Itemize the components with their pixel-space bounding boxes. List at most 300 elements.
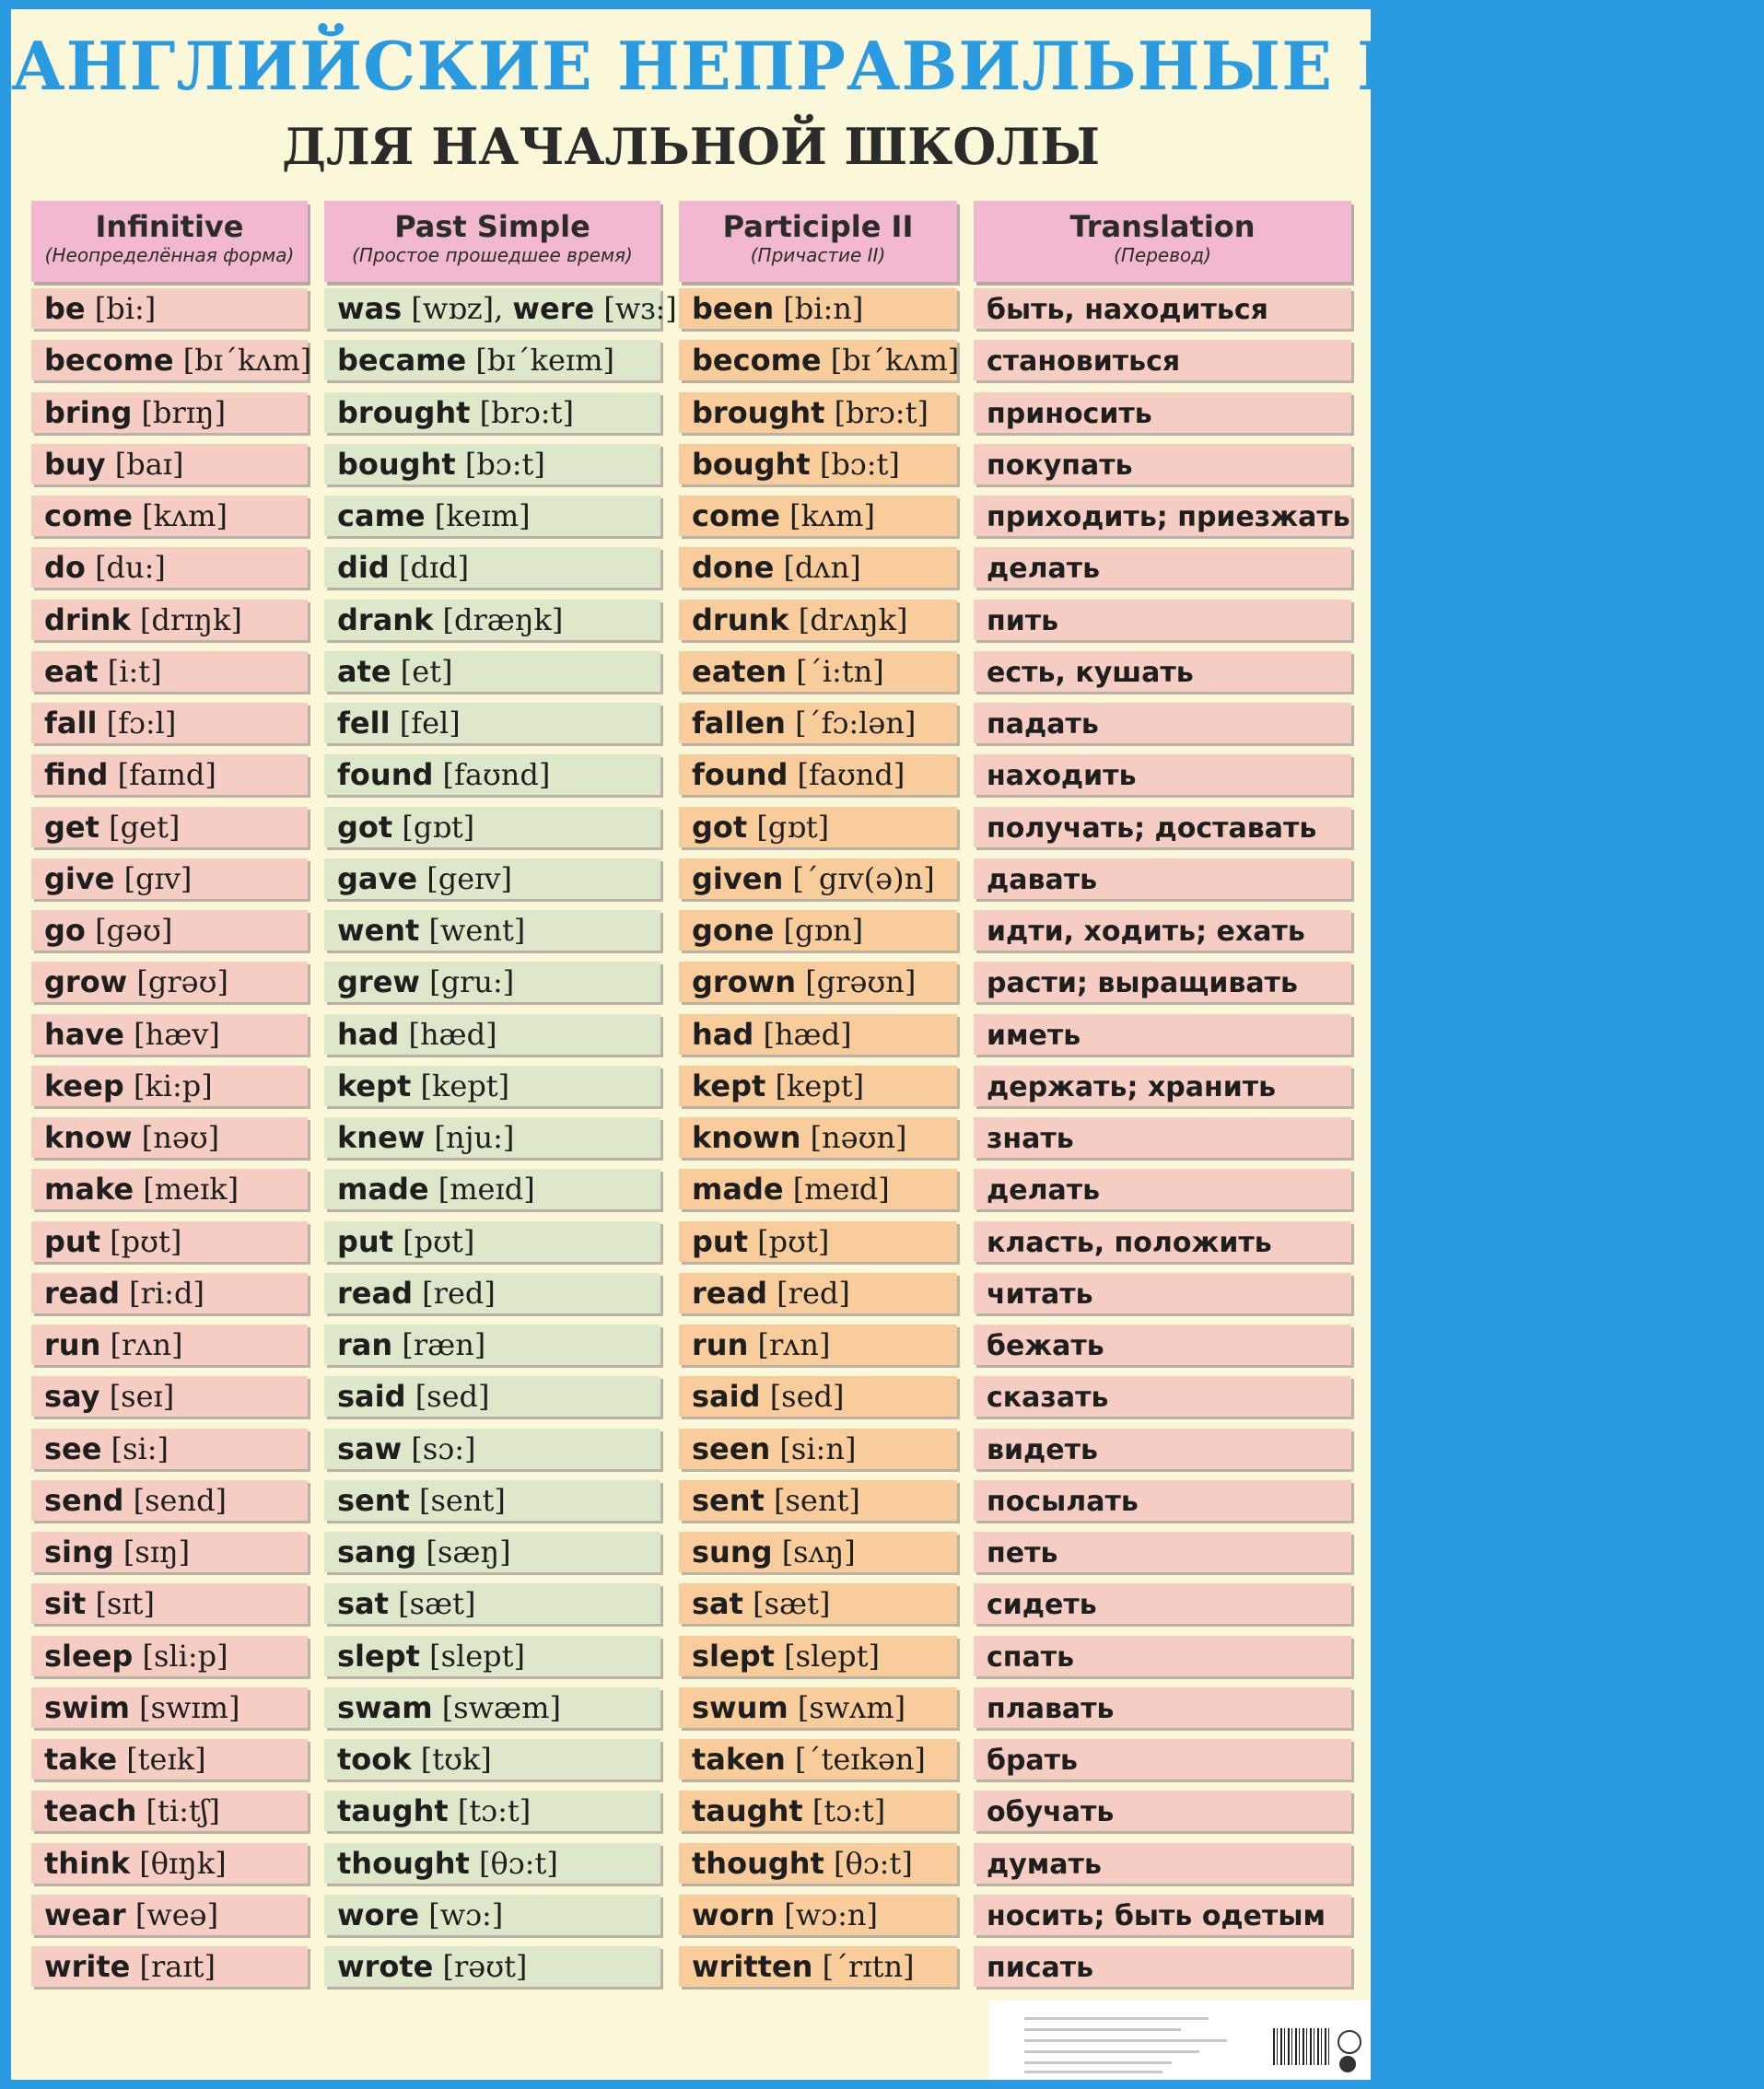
verb-word: fall (44, 706, 98, 741)
verb-word: sleep (44, 1639, 134, 1674)
infinitive-cell (31, 962, 308, 1002)
transcription: [tɔ:t] (457, 1793, 532, 1828)
infinitive-cell (31, 600, 308, 640)
verb-word: give (44, 861, 115, 896)
translation-text: находить (987, 760, 1137, 792)
translation-text: есть, кушать (987, 657, 1194, 689)
verb-word: sung (692, 1535, 773, 1570)
translation-text: держать; хранить (987, 1071, 1277, 1103)
participle-cell (679, 1843, 957, 1884)
transcription: [fɔ:l] (106, 706, 177, 741)
header-past-simple (324, 201, 660, 282)
transcription: [slept] (784, 1639, 880, 1674)
transcription: [gɒt] (756, 810, 830, 845)
verb-word: see (44, 1431, 102, 1466)
transcription: [meɪd] (792, 1172, 890, 1207)
verb-word: sat (692, 1586, 743, 1621)
translation-text: делать (987, 1174, 1101, 1207)
past-simple-cell (324, 651, 660, 692)
transcription: [ræn] (402, 1327, 486, 1362)
transcription: [brɔ:t] (479, 395, 574, 430)
translation-text: падать (987, 708, 1099, 741)
verb-word: given (692, 861, 784, 896)
infinitive-cell (31, 496, 308, 536)
infinitive-cell (31, 392, 308, 433)
verb-word: thought (337, 1846, 470, 1881)
past-simple-cell (324, 962, 660, 1002)
infinitive-cell (31, 1532, 308, 1572)
transcription: [went] (428, 913, 526, 948)
infinitive-cell (31, 1169, 308, 1209)
translation-text: носить; быть одетым (987, 1900, 1326, 1932)
transcription: [tɔ:t] (812, 1793, 886, 1828)
translation-text: быть, находиться (987, 294, 1268, 326)
infinitive-cell (31, 288, 308, 329)
transcription: [keɪm] (434, 498, 531, 533)
translation-text: петь (987, 1537, 1058, 1570)
translation-cell (974, 754, 1351, 795)
translation-text: думать (987, 1849, 1102, 1881)
participle-cell (679, 600, 957, 640)
barcode (1273, 2028, 1332, 2065)
transcription: [bi:] (94, 291, 157, 326)
fine-print-line (1024, 2017, 1209, 2020)
verb-word: knew (337, 1120, 426, 1155)
transcription: [ˊrɪtn] (822, 1949, 915, 1984)
past-simple-cell (324, 1429, 660, 1469)
translation-cell (974, 1687, 1351, 1728)
transcription: [gɪv] (123, 861, 193, 896)
verb-word: brought (692, 395, 825, 430)
verb-word: taken (692, 1742, 786, 1777)
verb-word: do (44, 550, 86, 585)
past-simple-cell (324, 910, 660, 951)
translation-text: идти, ходить; ехать (987, 916, 1305, 948)
translation-cell (974, 1429, 1351, 1469)
translation-cell (974, 703, 1351, 743)
participle-cell (679, 496, 957, 536)
verb-word: found (337, 757, 434, 792)
transcription: [bɪˊkʌm] (830, 343, 960, 378)
verb-word: worn (692, 1897, 776, 1932)
verb-word: read (44, 1276, 120, 1311)
verb-word: got (692, 810, 748, 845)
transcription: [et] (400, 654, 453, 689)
translation-text: посылать (987, 1486, 1139, 1518)
verb-word: taught (692, 1793, 803, 1828)
infinitive-cell (31, 1273, 308, 1313)
verb-word: been (692, 291, 775, 326)
verb-word: made (337, 1172, 429, 1207)
infinitive-cell (31, 1946, 308, 1987)
transcription: [get] (109, 810, 181, 845)
verb-word: eaten (692, 654, 788, 689)
verb-word: bought (692, 447, 811, 482)
participle-cell (679, 754, 957, 795)
translation-cell (974, 807, 1351, 847)
verb-word: send (44, 1483, 124, 1518)
infinitive-cell (31, 1843, 308, 1884)
verb-word: done (692, 550, 775, 585)
transcription: [rʌn] (757, 1327, 831, 1362)
verb-word: gave (337, 861, 418, 896)
transcription: [faʊnd] (797, 757, 905, 792)
infinitive-cell (31, 1014, 308, 1055)
participle-cell (679, 703, 957, 743)
past-simple-cell (324, 600, 660, 640)
translation-cell (974, 1066, 1351, 1106)
verb-word: wore (337, 1897, 420, 1932)
verb-word: grew (337, 964, 420, 999)
header-label: Infinitive (95, 209, 244, 244)
verb-word: wear (44, 1897, 126, 1932)
past-simple-cell (324, 1739, 660, 1780)
infinitive-cell (31, 1117, 308, 1158)
verb-word: went (337, 913, 420, 948)
transcription: [swɪm] (139, 1690, 240, 1725)
transcription: [red] (777, 1276, 850, 1311)
transcription: [sæŋ] (426, 1535, 511, 1570)
transcription: [hæd] (408, 1017, 497, 1052)
translation-cell (974, 444, 1351, 484)
verb-word: sing (44, 1535, 114, 1570)
verb-word: keep (44, 1068, 124, 1103)
transcription: [nəʊn] (810, 1120, 907, 1155)
verb-word: seen (692, 1431, 771, 1466)
past-simple-cell (324, 1791, 660, 1831)
past-simple-cell (324, 1117, 660, 1158)
verb-word: sang (337, 1535, 417, 1570)
transcription: [nəʊ] (141, 1120, 220, 1155)
fine-print-line (1024, 2050, 1199, 2053)
past-simple-cell (324, 1014, 660, 1055)
transcription: [meɪk] (143, 1172, 239, 1207)
verb-word: put (44, 1224, 100, 1259)
verb-word: ate (337, 654, 391, 689)
verb-word: took (337, 1742, 412, 1777)
verb-word: drank (337, 602, 434, 637)
verb-word: brought (337, 395, 471, 430)
translation-text: знать (987, 1123, 1074, 1155)
verb-word: teach (44, 1793, 137, 1828)
verb-word: slept (337, 1639, 420, 1674)
transcription: [gɒt] (402, 810, 475, 845)
fine-print-line (1024, 2071, 1162, 2073)
transcription: [θɪŋk] (139, 1846, 227, 1881)
translation-text: приносить (987, 398, 1152, 430)
infinitive-cell (31, 1739, 308, 1780)
translation-cell (974, 1325, 1351, 1365)
translation-cell (974, 858, 1351, 899)
transcription: [weə] (134, 1897, 219, 1932)
transcription: [hæv] (134, 1017, 220, 1052)
translation-cell (974, 1895, 1351, 1935)
infinitive-cell (31, 1221, 308, 1262)
participle-cell (679, 1066, 957, 1106)
transcription: [brɪŋ] (141, 395, 227, 430)
transcription: [faʊnd] (442, 757, 551, 792)
transcription: [drʌŋk] (798, 602, 908, 637)
verb-word: write (44, 1949, 131, 1984)
infinitive-cell (31, 1429, 308, 1469)
transcription: [baɪ] (114, 447, 184, 482)
participle-cell (679, 807, 957, 847)
transcription: [sɔ:] (411, 1431, 476, 1466)
verb-word: slept (692, 1639, 775, 1674)
transcription: [sɪt] (95, 1586, 155, 1621)
past-simple-cell (324, 288, 677, 329)
transcription: [wɔ:] (428, 1897, 504, 1932)
infinitive-cell (31, 444, 308, 484)
infinitive-cell (31, 1480, 308, 1521)
transcription: [ri:d] (129, 1276, 204, 1311)
translation-cell (974, 1117, 1351, 1158)
participle-cell (679, 1429, 957, 1469)
transcription: [sed] (415, 1379, 490, 1414)
infinitive-cell (31, 1583, 308, 1624)
verb-word: know (44, 1120, 133, 1155)
transcription: [wɒz], (411, 291, 513, 326)
participle-cell (679, 962, 957, 1002)
verb-word: run (44, 1327, 101, 1362)
participle-cell (679, 288, 957, 329)
transcription: [bɪˊkʌm] (182, 343, 312, 378)
transcription: [bɔ:t] (464, 447, 545, 482)
infinitive-cell (31, 1636, 308, 1676)
translation-text: писать (987, 1952, 1094, 1984)
translation-text: давать (987, 864, 1098, 896)
verb-word: fell (337, 706, 391, 741)
verb-word: saw (337, 1431, 403, 1466)
transcription: [sent] (774, 1483, 860, 1518)
header-sublabel: (Причастие II) (750, 244, 886, 266)
participle-cell (679, 1739, 957, 1780)
verb-word: become (44, 343, 174, 378)
infinitive-cell (31, 910, 308, 951)
page-subtitle: ДЛЯ НАЧАЛЬНОЙ ШКОЛЫ (282, 117, 1100, 176)
past-simple-cell (324, 807, 660, 847)
verb-word: were (512, 291, 595, 326)
past-simple-cell (324, 703, 660, 743)
transcription: [ki:p] (133, 1068, 213, 1103)
page-title: АНГЛИЙСКИЕ НЕПРАВИЛЬНЫЕ ГЛАГОЛЫ (11, 27, 1764, 105)
past-simple-cell (324, 1169, 660, 1209)
transcription: [rəʊt] (442, 1949, 528, 1984)
verb-word: ran (337, 1327, 393, 1362)
transcription: [bɔ:t] (819, 447, 900, 482)
transcription: [sæt] (753, 1586, 831, 1621)
age-badge-icon (1338, 2030, 1361, 2054)
translation-cell (974, 1169, 1351, 1209)
transcription: [kʌm] (789, 498, 875, 533)
translation-cell (974, 1843, 1351, 1884)
translation-text: спать (987, 1641, 1075, 1674)
transcription: [ˊgɪv(ə)n] (792, 861, 935, 896)
past-simple-cell (324, 1221, 660, 1262)
translation-text: видеть (987, 1434, 1098, 1466)
transcription: [gɒn] (783, 913, 864, 948)
verb-word: run (692, 1327, 749, 1362)
participle-cell (679, 1169, 957, 1209)
verb-word: sent (692, 1483, 765, 1518)
participle-cell (679, 1376, 957, 1417)
transcription: [sæt] (398, 1586, 476, 1621)
verb-word: go (44, 913, 86, 948)
participle-cell (679, 547, 957, 588)
verb-word: written (692, 1949, 813, 1984)
transcription: [ˊi:tn] (796, 654, 884, 689)
verb-word: made (692, 1172, 784, 1207)
participle-cell (679, 1895, 957, 1935)
participle-cell (679, 1532, 957, 1572)
verb-word: sent (337, 1483, 410, 1518)
verb-word: come (692, 498, 780, 533)
transcription: [swæm] (441, 1690, 561, 1725)
translation-cell (974, 1583, 1351, 1624)
transcription: [rʌn] (110, 1327, 183, 1362)
past-simple-cell (324, 444, 660, 484)
translation-cell (974, 1636, 1351, 1676)
participle-cell (679, 1325, 957, 1365)
translation-text: делать (987, 553, 1101, 585)
participle-cell (679, 1636, 957, 1676)
verb-word: became (337, 343, 467, 378)
transcription: [wɜ:] (603, 291, 677, 326)
past-simple-cell (324, 1066, 660, 1106)
verb-word: drunk (692, 602, 789, 637)
transcription: [pʊt] (110, 1224, 182, 1259)
participle-cell (679, 1687, 957, 1728)
transcription: [ˊfɔ:lən] (795, 706, 917, 741)
participle-cell (679, 444, 957, 484)
infinitive-cell (31, 858, 308, 899)
verb-word: gone (692, 913, 775, 948)
participle-cell (679, 392, 957, 433)
participle-cell (679, 910, 957, 951)
translation-cell (974, 340, 1351, 380)
participle-cell (679, 1583, 957, 1624)
translation-text: класть, положить (987, 1227, 1272, 1259)
translation-cell (974, 1739, 1351, 1780)
verb-word: have (44, 1017, 124, 1052)
participle-cell (679, 1221, 957, 1262)
participle-cell (679, 340, 960, 380)
verb-word: wrote (337, 1949, 434, 1984)
infinitive-cell (31, 1791, 308, 1831)
verb-word: be (44, 291, 86, 326)
transcription: [sent] (419, 1483, 506, 1518)
past-simple-cell (324, 1636, 660, 1676)
verb-word: kept (337, 1068, 412, 1103)
translation-text: читать (987, 1278, 1093, 1311)
translation-cell (974, 600, 1351, 640)
past-simple-cell (324, 754, 660, 795)
translation-cell (974, 651, 1351, 692)
eco-badge-icon (1339, 2056, 1356, 2072)
transcription: [pʊt] (403, 1224, 475, 1259)
header-sublabel: (Неопределённая форма) (44, 244, 295, 266)
transcription: [red] (422, 1276, 496, 1311)
past-simple-cell (324, 1843, 660, 1884)
past-simple-cell (324, 1480, 660, 1521)
verb-word: known (692, 1120, 801, 1155)
translation-cell (974, 392, 1351, 433)
transcription: [du:] (95, 550, 166, 585)
past-simple-cell (324, 1946, 660, 1987)
verb-word: read (337, 1276, 413, 1311)
translation-cell (974, 1376, 1351, 1417)
verb-word: had (337, 1017, 400, 1052)
translation-cell (974, 1532, 1351, 1572)
past-simple-cell (324, 547, 660, 588)
transcription: [kept] (775, 1068, 865, 1103)
transcription: [geɪv] (426, 861, 512, 896)
transcription: [nju:] (434, 1120, 515, 1155)
past-simple-cell (324, 1273, 660, 1313)
verb-word: drink (44, 602, 131, 637)
transcription: [meɪd] (438, 1172, 535, 1207)
verb-word: taught (337, 1793, 449, 1828)
transcription: [fel] (399, 706, 461, 741)
infinitive-cell (31, 651, 308, 692)
translation-text: сидеть (987, 1589, 1097, 1621)
participle-cell (679, 1117, 957, 1158)
transcription: [kept] (420, 1068, 510, 1103)
translation-cell (974, 962, 1351, 1002)
verb-word: think (44, 1846, 131, 1881)
past-simple-cell (324, 496, 660, 536)
translation-cell (974, 1221, 1351, 1262)
translation-text: расти; выращивать (987, 967, 1298, 999)
infinitive-cell (31, 703, 308, 743)
transcription: [pʊt] (757, 1224, 830, 1259)
verb-word: say (44, 1379, 100, 1414)
transcription: [raɪt] (139, 1949, 216, 1984)
transcription: [dʌn] (783, 550, 861, 585)
transcription: [dræŋk] (442, 602, 564, 637)
header-sublabel: (Перевод) (1114, 244, 1211, 266)
participle-cell (679, 1946, 957, 1987)
verb-word: did (337, 550, 390, 585)
verb-word: grown (692, 964, 797, 999)
translation-text: приходить; приезжать (987, 501, 1350, 533)
infinitive-cell (31, 340, 312, 380)
translation-text: брать (987, 1745, 1079, 1777)
transcription: [hæd] (763, 1017, 852, 1052)
transcription: [ˊteɪkən] (794, 1742, 926, 1777)
past-simple-cell (324, 1325, 660, 1365)
translation-text: покупать (987, 449, 1133, 482)
transcription: [faɪnd] (117, 757, 216, 792)
verb-word: become (692, 343, 822, 378)
transcription: [kʌm] (142, 498, 228, 533)
translation-text: сказать (987, 1382, 1109, 1414)
past-simple-cell (324, 1532, 660, 1572)
translation-cell (974, 1480, 1351, 1521)
past-simple-cell (324, 1376, 660, 1417)
verb-word: eat (44, 654, 99, 689)
verb-word: said (692, 1379, 761, 1414)
header-label: Past Simple (394, 209, 590, 244)
translation-text: становиться (987, 345, 1181, 378)
transcription: [sli:p] (142, 1639, 228, 1674)
transcription: [si:n] (779, 1431, 857, 1466)
poster (11, 9, 1764, 2080)
transcription: [drɪŋk] (139, 602, 242, 637)
infinitive-cell (31, 1066, 308, 1106)
transcription: [θɔ:t] (479, 1846, 558, 1881)
translation-cell (974, 1791, 1351, 1831)
